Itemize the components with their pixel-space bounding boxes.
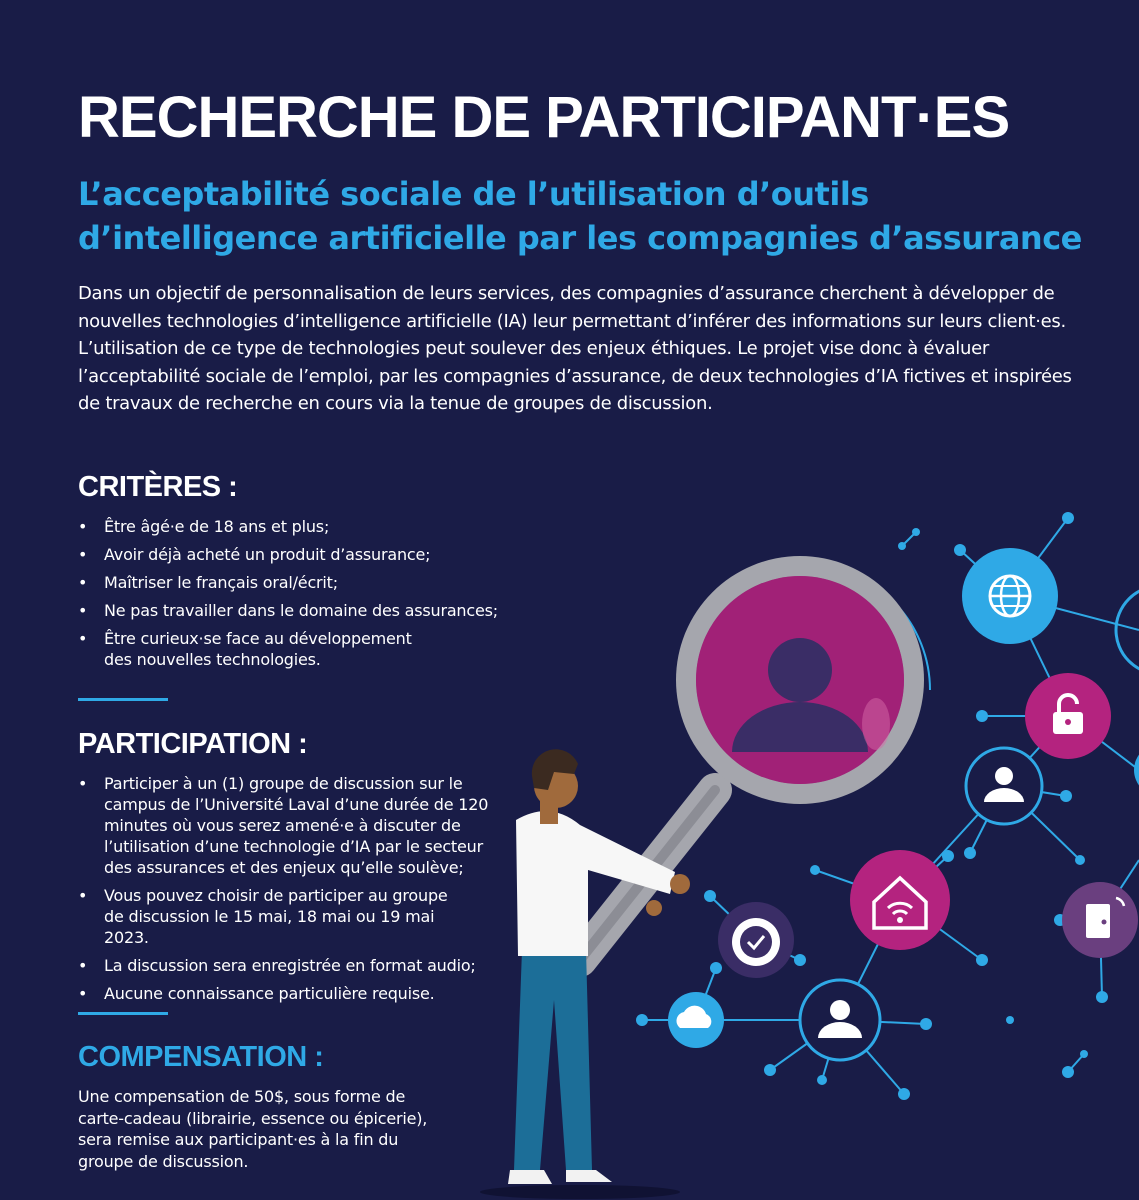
section-divider <box>78 1012 168 1015</box>
list-item: • Ne pas travailler dans le domaine des assurances; <box>78 600 518 621</box>
list-item: • Aucune connaissance particulière requise. <box>78 983 498 1004</box>
list-item: • Avoir déjà acheté un produit d’assurance; <box>78 544 518 565</box>
criteres-heading: CRITÈRES : <box>78 471 238 503</box>
person-figure <box>480 749 690 1199</box>
cloud-wifi-icon <box>668 992 724 1048</box>
list-item: • Vous pouvez choisir de participer au groupe de discussion le 15 mai, 18 mai ou 19 mai 2023. <box>78 885 464 948</box>
intro-paragraph: Dans un objectif de personnalisation de leurs services, des compagnies d’assurance cherchent à développer de nouvelles technologies d’intelligence artificielle (IA) leur permettant d’inférer des informations sur leurs client·es. L’utilisation de ce type de technologies peut soulever des enjeux éthiques. Le projet vise donc à évaluer l’acceptabilité sociale de l’emploi, par les compagnies d’assurance, de deux technologies d’IA fictives et inspirées de travaux de recherche en cours via la tenue de groupes de discussion. <box>78 283 1072 414</box>
list-item: • La discussion sera enregistrée en format audio; <box>78 955 498 976</box>
list-item: • Être âgé·e de 18 ans et plus; <box>78 516 518 537</box>
user-icon <box>800 980 880 1060</box>
list-item: • Maîtriser le français oral/écrit; <box>78 572 518 593</box>
user-icon <box>966 748 1042 824</box>
smart-home-icon <box>850 850 950 950</box>
compensation-heading: COMPENSATION : <box>78 1041 324 1073</box>
page-subtitle: L’acceptabilité sociale de l’utilisation d’outils d’intelligence artificielle par les compagnies d’assurance <box>78 175 1082 257</box>
lock-icon <box>1025 673 1111 759</box>
ai-network-illustration <box>470 480 1139 1200</box>
partial-node-icon <box>1116 586 1139 796</box>
criteres-list <box>78 516 518 677</box>
participation-list <box>78 773 498 1011</box>
alarm-check-icon <box>718 902 794 978</box>
compensation-text: Une compensation de 50$, sous forme de carte-cadeau (librairie, essence ou épicerie), sera remise aux participant·es à la fin du groupe de discussion. <box>78 1087 428 1171</box>
participation-heading: PARTICIPATION : <box>78 728 308 760</box>
list-item: • Être curieux·se face au développement des nouvelles technologies. <box>78 628 424 670</box>
list-item: • Participer à un (1) groupe de discussion sur le campus de l’Université Laval d’une durée de 120 minutes où vous serez amené·e à discuter de l’utilisation d’une technologie d’IA par le secteur des assurances et des enjeux qu’elle soulève; <box>78 773 498 878</box>
door-sensor-icon <box>1062 882 1138 958</box>
globe-icon <box>962 548 1058 644</box>
section-divider <box>78 698 168 701</box>
page-title: RECHERCHE DE PARTICIPANT·ES <box>78 85 1010 150</box>
